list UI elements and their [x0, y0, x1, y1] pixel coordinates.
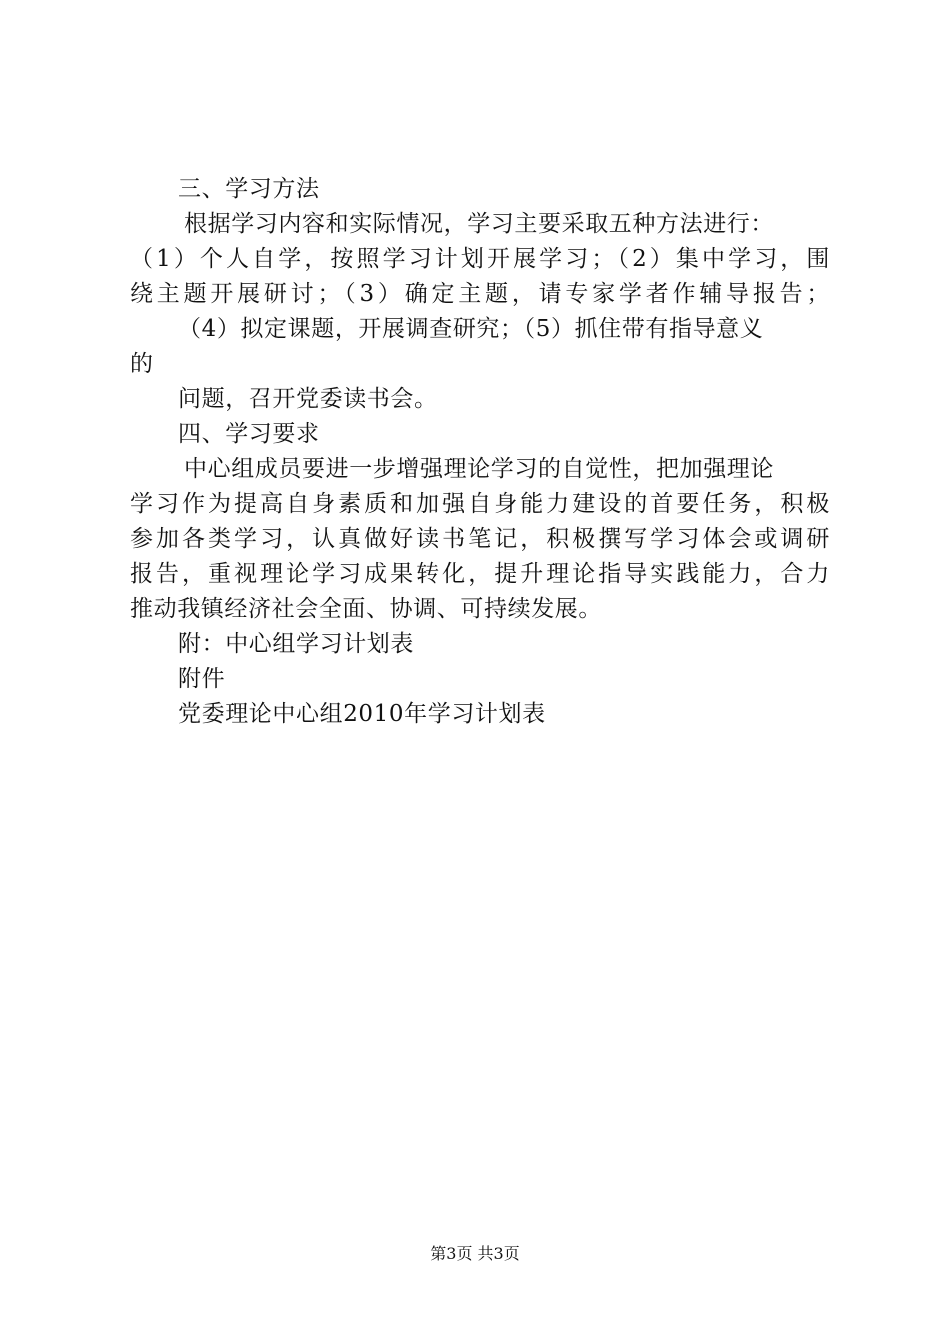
- attachment-title: 党委理论中心组2010年学习计划表: [178, 701, 546, 727]
- paragraph-line: 学习作为提高自身素质和加强自身能力建设的首要任务，积极: [130, 491, 830, 517]
- paragraph-line: 推动我镇经济社会全面、协调、可持续发展。: [130, 596, 602, 622]
- paragraph-line: 中心组成员要进一步增强理论学习的自觉性，把加强理论: [184, 456, 774, 482]
- attachment-note: 附：中心组学习计划表: [178, 631, 414, 657]
- paragraph-line: 报告，重视理论学习成果转化，提升理论指导实践能力，合力: [130, 561, 830, 587]
- paragraph-line: 的: [130, 351, 154, 377]
- paragraph-line: （1）个人自学，按照学习计划开展学习；（2）集中学习，围: [130, 246, 830, 272]
- paragraph-line: 根据学习内容和实际情况，学习主要采取五种方法进行：: [184, 211, 774, 237]
- document-body: [130, 172, 830, 732]
- paragraph-line: （4）拟定课题，开展调查研究；（5）抓住带有指导意义: [178, 316, 764, 342]
- section-heading-requirements: 四、学习要求: [178, 421, 320, 447]
- paragraph-line: 问题，召开党委读书会。: [178, 386, 438, 412]
- paragraph-line: 参加各类学习，认真做好读书笔记，积极撰写学习体会或调研: [130, 526, 830, 552]
- page-number-footer: 第3页 共3页: [430, 1244, 520, 1263]
- section-heading-methods: 三、学习方法: [178, 176, 320, 202]
- attachment-label: 附件: [178, 666, 226, 692]
- paragraph-line: 绕主题开展研讨；（3）确定主题，请专家学者作辅导报告；: [130, 281, 830, 307]
